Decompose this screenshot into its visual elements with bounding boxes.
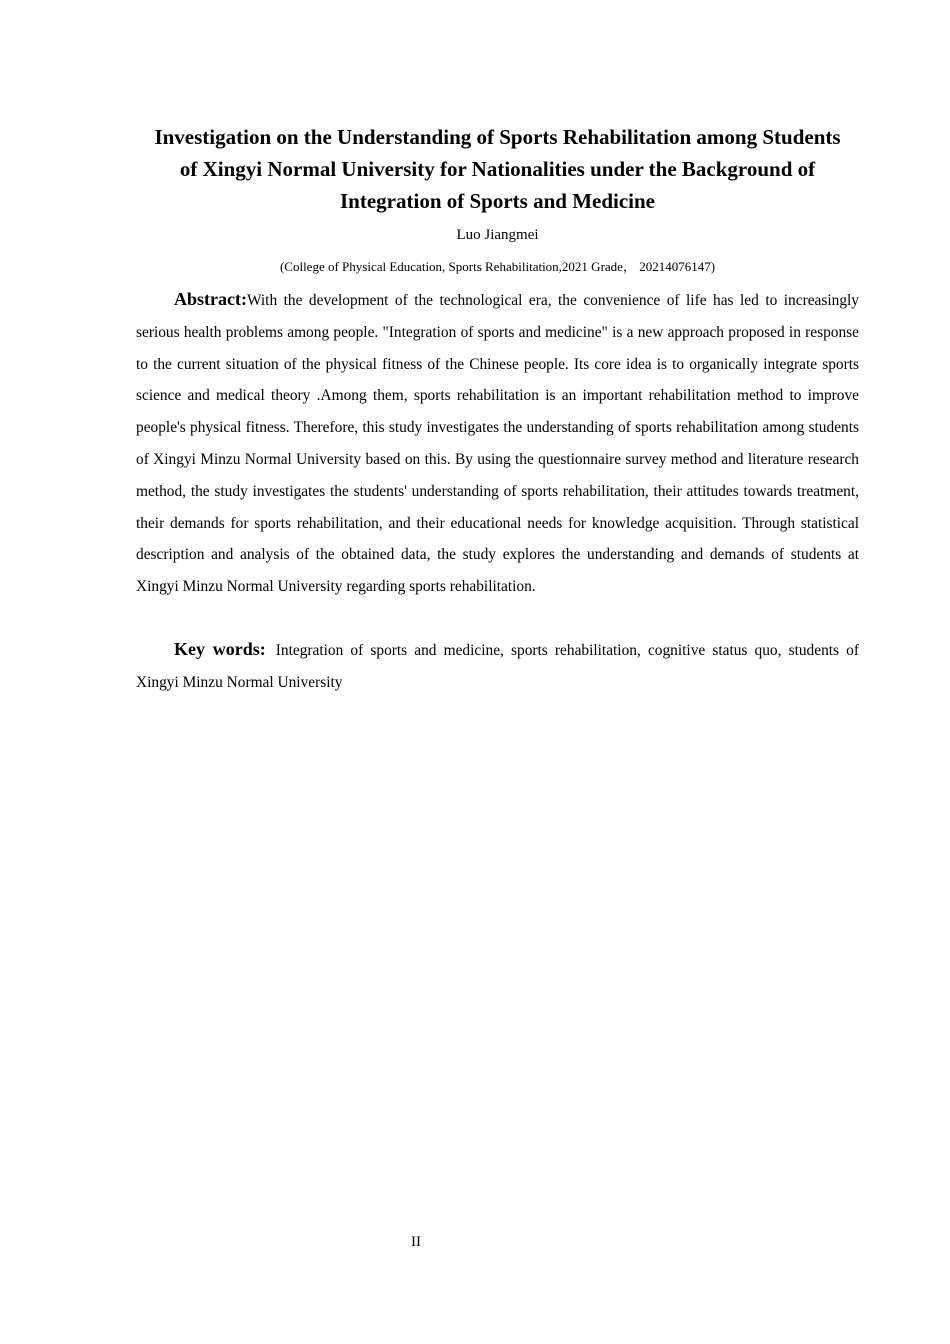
author-name: Luo Jiangmei — [456, 227, 539, 243]
page-number: II — [411, 1234, 421, 1250]
abstract-label: Abstract: — [174, 289, 247, 309]
keywords-paragraph — [136, 634, 859, 699]
keywords-text: Integration of sports and medicine, sports rehabilitation, cognitive status quo, students of Xingyi Minzu Normal University — [136, 642, 859, 691]
author-affiliation: (College of Physical Education, Sports Rehabilitation,2021 Grade， 20214076147) — [279, 259, 716, 274]
abstract-paragraph — [136, 284, 859, 603]
abstract-text: With the development of the technological era, the convenience of life has led to increasingly serious health problems among people. "Integration of sports and medicine" is a new approach proposed in response to the current situation of the physical fitness of the Chinese people. Its core idea is to organically integrate sports science and medical theory .Among them, sports rehabilitation is an important rehabilitation method to improve people's physical fitness. Therefore, this study investigates the understanding of sports rehabilitation among students of Xingyi Minzu Normal University based on this. By using the questionnaire survey method and literature research method, the study investigates the students' understanding of sports rehabilitation, their attitudes towards treatment, their demands for sports rehabilitation, and their educational needs for knowledge acquisition. Through statistical description and analysis of the obtained data, the study explores the understanding and demands of students at Xingyi Minzu Normal University regarding sports rehabilitation. — [136, 292, 859, 596]
paper-title: Investigation on the Understanding of Sports Rehabilitation among Students of Xingyi Normal University for Nationalities under the Background of Integration of Sports and Medicine — [154, 125, 841, 213]
keywords-label: Key words: — [174, 639, 266, 659]
